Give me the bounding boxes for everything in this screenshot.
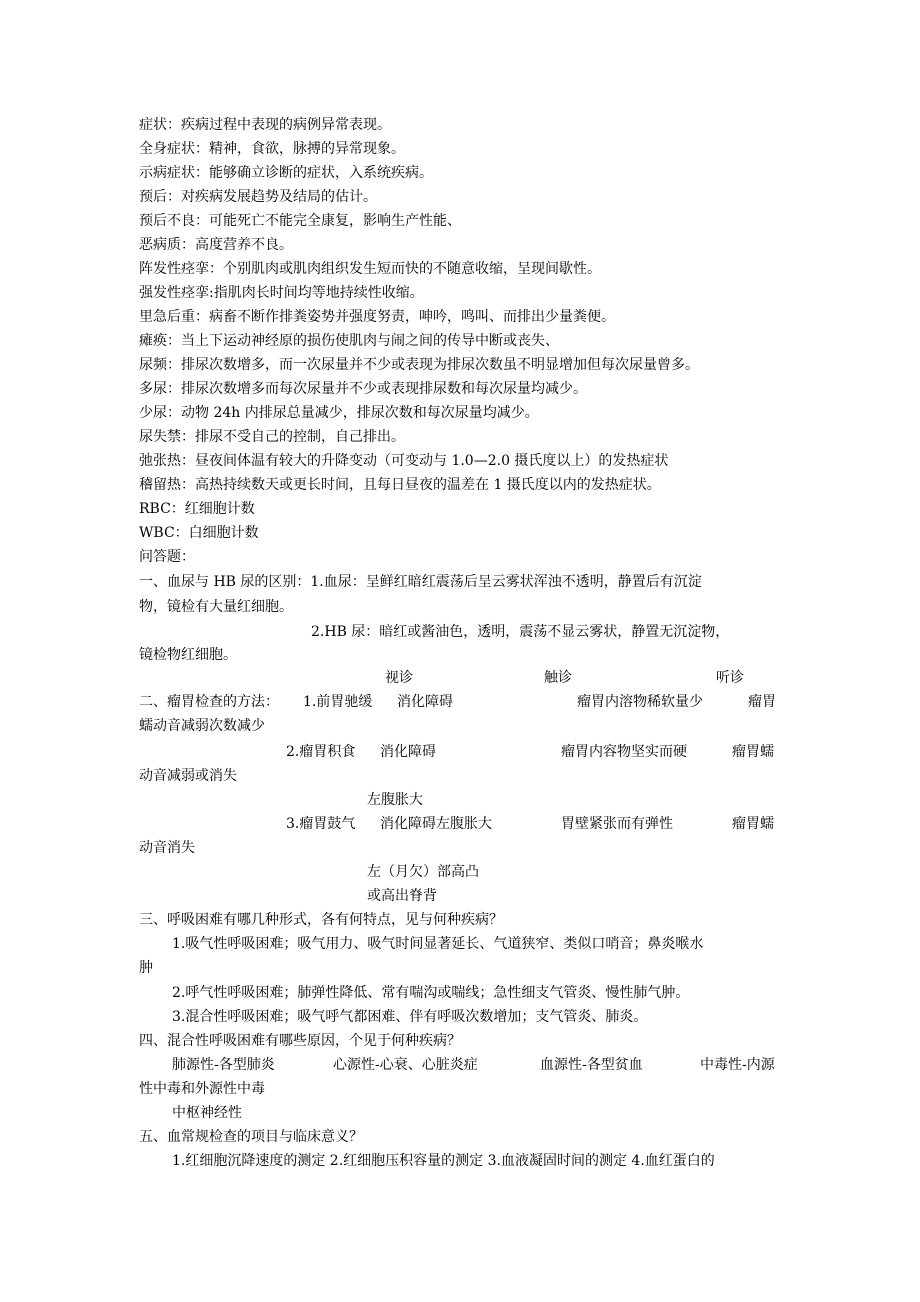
q1-line: 镜检物红细胞。 [139,647,237,663]
definition-line: 症状：疾病过程中表现的病例异常表现。 [139,117,391,133]
q2-row-cont: 动音减弱或消失 [139,768,237,784]
q2-row-name: 2.瘤胃积食 [286,744,356,760]
q2-row-listen: 瘤胃蠕 [732,816,774,832]
q3-item: 3.混合性呼吸困难；吸气呼气都困难、伴有呼吸次数增加；支气管炎、肺炎。 [172,1009,648,1025]
definition-line: 尿失禁：排尿不受自己的控制，自己排出。 [139,429,405,445]
q4-cause: 中枢神经性 [172,1105,242,1121]
q4-cause: 血源性-各型贫血 [540,1057,643,1073]
q4-cause: 心源性-心衰、心脏炎症 [333,1057,478,1073]
definition-line: 全身症状：精神，食欲，脉搏的异常现象。 [139,141,405,157]
definition-line: 恶病质：高度营养不良。 [139,237,293,253]
q1-line: 物，镜检有大量红细胞。 [139,599,293,615]
q2-row-listen: 瘤胃 [748,694,776,710]
definition-line: 瘫痪：当上下运动神经原的损伤使肌肉与闹之间的传导中断或丧失、 [139,333,559,349]
q2-row-extra: 左腹胀大 [367,792,423,808]
definition-line: 里急后重：病畜不断作排粪姿势并强度努责，呻吟，鸣叫、而排出少量粪便。 [139,309,615,325]
q3-item: 1.吸气性呼吸困难；吸气用力、吸气时间显著延长、气道狭窄、类似口哨音；鼻炎喉水 [172,936,704,952]
q2-row-extra: 或高出脊背 [367,888,437,904]
definition-line: 尿频：排尿次数增多，而一次尿量并不少或表现为排尿次数虽不明显增加但每次尿量曾多。 [139,357,699,373]
q2-row-name: 1.前胃驰缓 [303,694,373,710]
q1-line: 2.HB 尿：暗红或酱油色，透明，震荡不显云雾状，静置无沉淀物， [311,624,730,640]
q1-line: 一、血尿与 HB 尿的区别：1.血尿：呈鲜红暗红震荡后呈云雾状浑浊不透明，静置后有沉淀 [139,574,702,590]
definition-line: 预后：对疾病发展趋势及结局的估计。 [139,189,377,205]
q4-cause: 性中毒和外源性中毒 [139,1081,265,1097]
definition-line: 弛张热：昼夜间体温有较大的升降变动（可变动与 1.0—2.0 摄氏度以上）的发热症状 [139,453,669,469]
q2-row-look: 消化障碍 [397,694,453,710]
q2-row-touch: 瘤胃内容物坚实而硬 [561,744,687,760]
definition-line: 多尿：排尿次数增多而每次尿量并不少或表现排尿数和每次尿量均减少。 [139,381,587,397]
q2-row-look: 消化障碍左腹胀大 [380,816,492,832]
q5-line: 1.红细胞沉降速度的测定 2.红细胞压积容量的测定 3.血液凝固时间的测定 4.血红蛋白的 [172,1153,715,1169]
header-listen: 听诊 [716,670,744,686]
definition-line: 少尿：动物 24h 内排尿总量减少，排尿次数和每次尿量均减少。 [139,405,539,421]
q3-item: 肿 [139,960,153,976]
q2-prefix: 二、瘤胃检查的方法： [139,694,279,710]
definition-line: 阵发性痉挛：个别肌肉或肌肉组织发生短而快的不随意收缩，呈现间歇性。 [139,261,601,277]
definition-line: RBC：红细胞计数 [139,501,255,517]
q4-cause: 中毒性-内源 [700,1057,775,1073]
header-look: 视诊 [385,670,413,686]
q2-row-extra: 左（月欠）部高凸 [367,864,479,880]
q3-item: 2.呼气性呼吸困难；肺弹性降低、常有喘沟或喘线；急性细支气管炎、慢性肺气肿。 [172,985,690,1001]
section-heading: 问答题： [139,549,195,565]
q2-row-listen: 瘤胃蠕 [732,744,774,760]
q2-row-name: 3.瘤胃鼓气 [286,816,356,832]
q3-title: 三、呼吸困难有哪几种形式，各有何特点，见与何种疾病？ [139,912,503,928]
definition-line: 示病症状：能够确立诊断的症状，入系统疾病。 [139,165,433,181]
header-touch: 触诊 [544,670,572,686]
q2-row-touch: 瘤胃内溶物稀软量少 [577,694,703,710]
q2-row-touch: 胃壁紧张而有弹性 [561,816,673,832]
definition-line: 预后不良：可能死亡不能完全康复，影响生产性能、 [139,213,461,229]
q2-row-look: 消化障碍 [380,744,436,760]
q5-title: 五、血常规检查的项目与临床意义？ [139,1129,363,1145]
q4-title: 四、混合性呼吸困难有哪些原因，个见于何种疾病？ [139,1033,461,1049]
definition-line: 稽留热：高热持续数天或更长时间，且每日昼夜的温差在 1 摄氏度以内的发热症状。 [139,477,661,493]
definition-line: WBC：白细胞计数 [139,525,259,541]
q2-row-cont: 动音消失 [139,840,195,856]
q4-cause: 肺源性-各型肺炎 [172,1057,275,1073]
q2-row-cont: 蠕动音减弱次数减少 [139,718,265,734]
definition-line: 强发性痉挛:指肌肉长时间均等地持续性收缩。 [139,285,424,301]
